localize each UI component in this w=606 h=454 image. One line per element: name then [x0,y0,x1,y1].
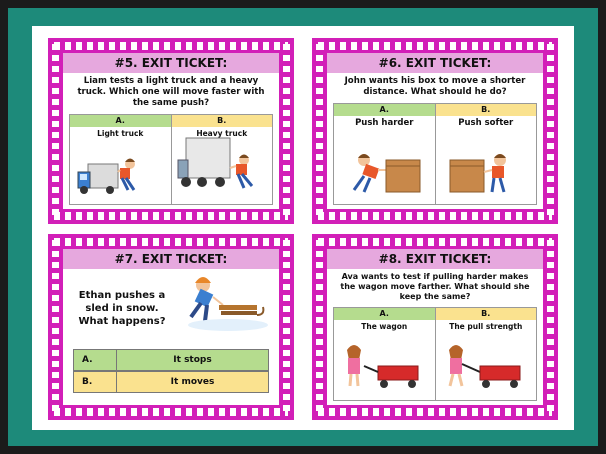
option-key: A. [70,115,171,127]
option-label: The wagon [361,322,408,331]
option-key: B. [74,372,117,392]
dotted-border [54,42,288,50]
dotted-border [52,240,59,414]
option-label: It moves [170,377,215,387]
dotted-border [283,44,290,218]
dotted-border [318,212,552,220]
dotted-border [54,212,288,220]
exit-ticket-card-7 [48,234,294,420]
answer-row-a[interactable] [73,349,269,371]
option-key: B. [172,115,273,127]
wagon-image [334,340,434,398]
card-question: Liam tests a light truck and a heavy truck. Which one will move faster with the same push? [77,76,265,108]
card-title: #7. EXIT TICKET: [63,249,279,269]
options-table [333,103,537,205]
card-panel [63,53,279,209]
dotted-border [547,44,554,218]
light-truck-image [70,142,177,202]
option-key: A. [334,104,435,116]
card-question: Ava wants to test if pulling harder makes the wagon move farther. What should she keep the same? [340,272,530,301]
card-panel [327,249,543,405]
card-question: Ethan pushes a sled in snow. What happens? [78,290,166,327]
card-panel [63,249,279,405]
push-softer-image [436,142,536,202]
push-harder-image [334,142,434,202]
option-key: A. [334,308,435,320]
sled-image [173,271,273,337]
heavy-truck-image [172,130,279,202]
card-title: #8. EXIT TICKET: [327,249,543,269]
option-b[interactable] [435,104,537,204]
dotted-border [316,240,323,414]
option-key: B. [436,104,537,116]
dotted-border [318,238,552,246]
worksheet-page [32,26,574,430]
dotted-border [54,408,288,416]
option-label: The pull strength [449,322,523,331]
outer-frame [8,8,598,446]
option-label: It stops [173,355,212,365]
option-label: Light truck [97,129,144,138]
exit-ticket-card-8 [312,234,558,420]
option-b[interactable] [435,308,537,400]
dotted-border [547,240,554,414]
options-table [69,114,273,205]
dotted-border [52,44,59,218]
card-title: #6. EXIT TICKET: [327,53,543,73]
option-key: A. [74,350,117,370]
option-a[interactable] [70,115,171,204]
option-label: Push harder [355,118,414,128]
dotted-border [54,238,288,246]
option-key: B. [436,308,537,320]
card-panel [327,53,543,209]
dotted-border [318,42,552,50]
dotted-border [316,44,323,218]
options-table [333,307,537,401]
option-a[interactable] [334,308,435,400]
exit-ticket-card-5 [48,38,294,224]
option-label: Heavy truck [196,129,248,138]
exit-ticket-card-6 [312,38,558,224]
card-title: #5. EXIT TICKET: [63,53,279,73]
dotted-border [283,240,290,414]
option-b[interactable] [171,115,273,204]
card-question: John wants his box to move a shorter distance. What should he do? [344,76,526,97]
answer-row-b[interactable] [73,371,269,393]
dotted-border [318,408,552,416]
option-label: Push softer [458,118,514,128]
option-a[interactable] [334,104,435,204]
pull-strength-image [436,340,536,398]
